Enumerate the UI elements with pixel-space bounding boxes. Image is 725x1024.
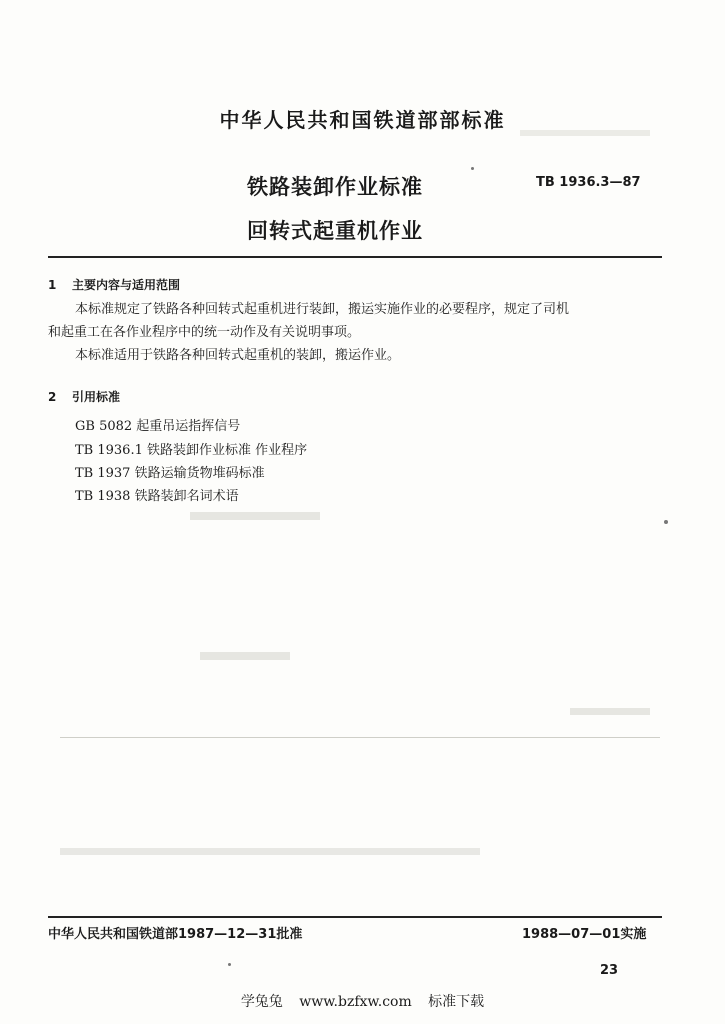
page-number: 23 <box>600 963 619 978</box>
reference-item: TB 1938 铁路装卸名词术语 <box>75 489 239 504</box>
scan-ghost-line <box>60 737 660 738</box>
scan-speck <box>664 520 668 524</box>
section-1-paragraph-1: 本标准规定了铁路各种回转式起重机进行装卸，搬运实施作业的必要程序，规定了司机 <box>75 302 570 317</box>
standard-title-line2: 回转式起重机作业 <box>247 219 423 243</box>
scan-ghost-mark <box>200 652 290 660</box>
header-divider <box>48 256 662 258</box>
scan-ghost-mark <box>520 130 650 136</box>
reference-item: TB 1937 铁路运输货物堆码标准 <box>75 466 265 481</box>
scan-ghost-mark <box>60 848 480 855</box>
section-2-heading <box>48 388 120 405</box>
reference-item: GB 5082 起重吊运指挥信号 <box>75 419 241 434</box>
standard-code: TB 1936.3—87 <box>536 175 641 190</box>
scan-speck <box>228 963 231 966</box>
reference-item: TB 1936.1 铁路装卸作业标准 作业程序 <box>75 443 308 458</box>
scan-ghost-mark <box>570 708 650 715</box>
section-2-title: 引用标准 <box>72 390 121 404</box>
section-1-paragraph-2: 本标准适用于铁路各种回转式起重机的装卸，搬运作业。 <box>75 348 401 363</box>
section-1-heading <box>48 276 180 293</box>
footer-divider <box>48 916 662 918</box>
scan-ghost-mark <box>190 512 320 520</box>
watermark-text: 学兔兔 www.bzfxw.com 标准下载 <box>240 994 485 1010</box>
section-1-number: 1 <box>48 278 57 292</box>
section-1-title: 主要内容与适用范围 <box>72 278 181 292</box>
section-1-paragraph-1-cont: 和起重工在各作业程序中的统一动作及有关说明事项。 <box>48 325 361 340</box>
section-2-number: 2 <box>48 390 57 404</box>
org-title: 中华人民共和国铁道部部标准 <box>219 108 506 132</box>
standard-title-line1: 铁路装卸作业标准 <box>247 175 423 199</box>
scan-speck <box>471 167 474 170</box>
effective-date: 1988—07—01实施 <box>522 927 647 942</box>
approval-info: 中华人民共和国铁道部1987—12—31批准 <box>48 927 303 942</box>
